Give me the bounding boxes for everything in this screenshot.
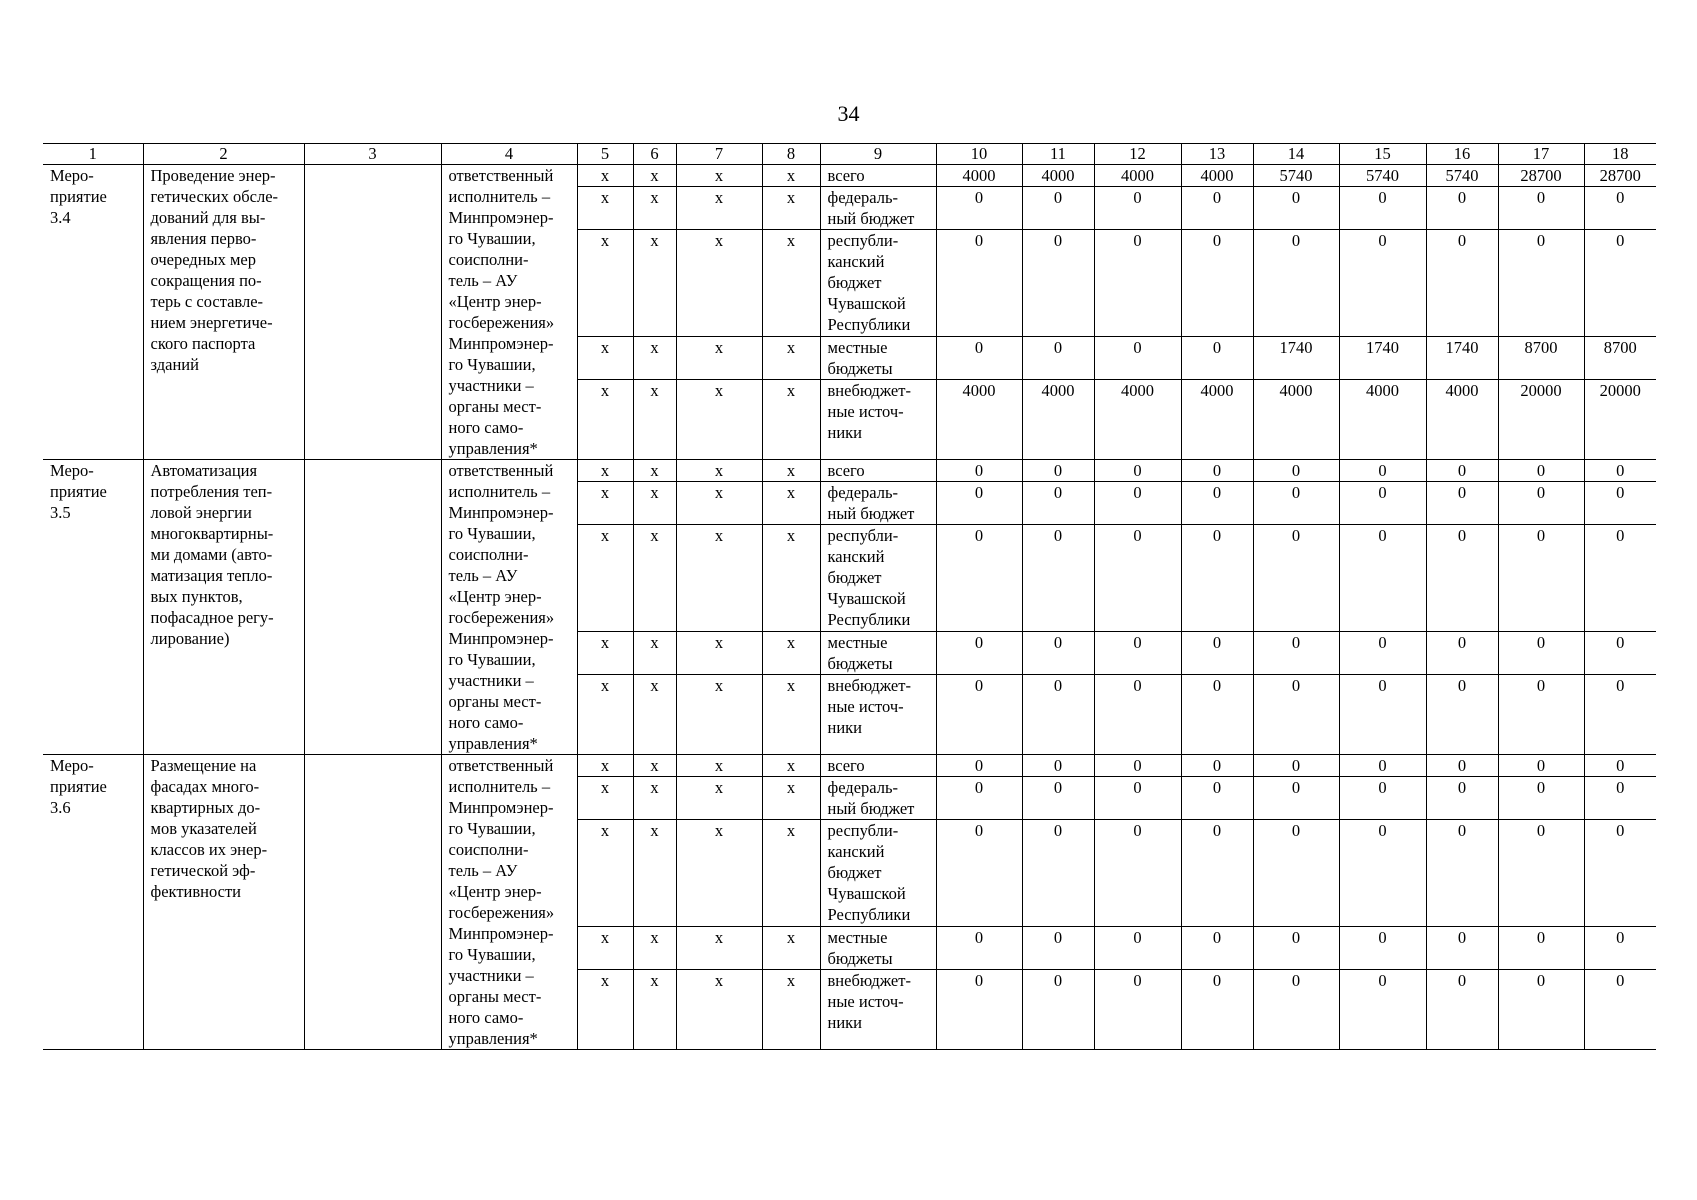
funding-value: 0 bbox=[1253, 525, 1339, 632]
funding-value: 0 bbox=[1181, 460, 1253, 482]
funding-value: 0 bbox=[1426, 460, 1498, 482]
mark-cell: х bbox=[762, 777, 820, 820]
funding-value: 4000 bbox=[1094, 165, 1181, 187]
funding-value: 0 bbox=[1498, 755, 1584, 777]
funding-value: 0 bbox=[1181, 970, 1253, 1050]
funding-value: 0 bbox=[1181, 482, 1253, 525]
mark-cell: х bbox=[577, 482, 633, 525]
mark-cell: х bbox=[762, 230, 820, 337]
header-cell-12: 12 bbox=[1094, 144, 1181, 165]
funding-value: 0 bbox=[1584, 632, 1656, 675]
funding-value: 0 bbox=[1094, 482, 1181, 525]
funding-value: 0 bbox=[1253, 777, 1339, 820]
page-number: 34 bbox=[837, 101, 860, 126]
funding-value: 0 bbox=[1584, 230, 1656, 337]
funding-source: республи- канский бюджет Чувашской Республики bbox=[820, 525, 936, 632]
measure-title: Автоматизация потребления теп- ловой энергии многоквартирны- ми домами (авто- матизация тепло- вых пунктов, пофасадное регу- лирование) bbox=[143, 460, 304, 755]
funding-value: 0 bbox=[1426, 230, 1498, 337]
funding-value: 0 bbox=[1426, 777, 1498, 820]
funding-value: 20000 bbox=[1498, 380, 1584, 460]
mark-cell: х bbox=[577, 380, 633, 460]
mark-cell: х bbox=[577, 525, 633, 632]
mark-cell: х bbox=[633, 777, 676, 820]
funding-value: 0 bbox=[1339, 460, 1426, 482]
funding-value: 8700 bbox=[1584, 337, 1656, 380]
table-row bbox=[43, 755, 1656, 777]
mark-cell: х bbox=[633, 525, 676, 632]
funding-value: 0 bbox=[1426, 632, 1498, 675]
funding-value: 0 bbox=[1094, 525, 1181, 632]
funding-value: 0 bbox=[1181, 187, 1253, 230]
mark-cell: х bbox=[762, 970, 820, 1050]
program-table bbox=[43, 143, 1656, 1050]
funding-value: 4000 bbox=[1181, 165, 1253, 187]
measure-executors: ответственный исполнитель – Минпромэнер- го Чувашии, соисполни- тель – АУ «Центр энер- госбережения» Минпромэнер- го Чувашии, участники – органы мест- ного само- управления* bbox=[441, 165, 577, 460]
funding-value: 0 bbox=[1022, 230, 1094, 337]
header-cell-7: 7 bbox=[676, 144, 762, 165]
measure-executors: ответственный исполнитель – Минпромэнер- го Чувашии, соисполни- тель – АУ «Центр энер- госбережения» Минпромэнер- го Чувашии, участники – органы мест- ного само- управления* bbox=[441, 755, 577, 1050]
mark-cell: х bbox=[762, 460, 820, 482]
mark-cell: х bbox=[577, 675, 633, 755]
funding-value: 1740 bbox=[1426, 337, 1498, 380]
measure-title: Проведение энер- гетических обсле- дований для вы- явления перво- очередных мер сокращения по- терь с составле- нием энергетиче- ского паспорта зданий bbox=[143, 165, 304, 460]
funding-value: 0 bbox=[1253, 927, 1339, 970]
funding-value: 0 bbox=[1426, 755, 1498, 777]
mark-cell: х bbox=[577, 337, 633, 380]
funding-value: 0 bbox=[1022, 820, 1094, 927]
funding-value: 0 bbox=[1022, 927, 1094, 970]
funding-value: 0 bbox=[936, 970, 1022, 1050]
funding-source: всего bbox=[820, 165, 936, 187]
funding-value: 1740 bbox=[1253, 337, 1339, 380]
funding-value: 0 bbox=[1498, 482, 1584, 525]
mark-cell: х bbox=[577, 777, 633, 820]
header-cell-4: 4 bbox=[441, 144, 577, 165]
mark-cell: х bbox=[762, 187, 820, 230]
funding-source: федераль- ный бюджет bbox=[820, 482, 936, 525]
mark-cell: х bbox=[762, 525, 820, 632]
funding-value: 0 bbox=[1339, 777, 1426, 820]
funding-value: 4000 bbox=[1339, 380, 1426, 460]
funding-value: 0 bbox=[1253, 460, 1339, 482]
funding-value: 0 bbox=[1339, 482, 1426, 525]
funding-value: 0 bbox=[1584, 970, 1656, 1050]
funding-source: местные бюджеты bbox=[820, 337, 936, 380]
funding-value: 0 bbox=[1253, 970, 1339, 1050]
funding-value: 0 bbox=[936, 187, 1022, 230]
funding-value: 0 bbox=[1426, 675, 1498, 755]
funding-value: 0 bbox=[1339, 755, 1426, 777]
funding-value: 0 bbox=[1094, 675, 1181, 755]
funding-value: 0 bbox=[1022, 525, 1094, 632]
table-body bbox=[43, 144, 1656, 1050]
header-cell-8: 8 bbox=[762, 144, 820, 165]
funding-value: 0 bbox=[936, 755, 1022, 777]
mark-cell: х bbox=[676, 755, 762, 777]
header-row bbox=[43, 144, 1656, 165]
mark-cell: х bbox=[762, 675, 820, 755]
funding-value: 0 bbox=[1022, 777, 1094, 820]
mark-cell: х bbox=[762, 337, 820, 380]
mark-cell: х bbox=[762, 380, 820, 460]
table-row bbox=[43, 165, 1656, 187]
mark-cell: х bbox=[676, 187, 762, 230]
funding-value: 0 bbox=[1498, 525, 1584, 632]
funding-value: 0 bbox=[1094, 337, 1181, 380]
measure-title: Размещение на фасадах много- квартирных до- мов указателей классов их энер- гетической эф- фективности bbox=[143, 755, 304, 1050]
funding-source: местные бюджеты bbox=[820, 927, 936, 970]
funding-value: 0 bbox=[1426, 187, 1498, 230]
mark-cell: х bbox=[633, 165, 676, 187]
funding-value: 0 bbox=[1584, 755, 1656, 777]
funding-value: 0 bbox=[1181, 525, 1253, 632]
funding-source: местные бюджеты bbox=[820, 632, 936, 675]
mark-cell: х bbox=[633, 632, 676, 675]
funding-source: федераль- ный бюджет bbox=[820, 187, 936, 230]
funding-value: 0 bbox=[1498, 777, 1584, 820]
mark-cell: х bbox=[577, 165, 633, 187]
header-cell-6: 6 bbox=[633, 144, 676, 165]
funding-value: 0 bbox=[1022, 482, 1094, 525]
funding-value: 0 bbox=[1584, 820, 1656, 927]
mark-cell: х bbox=[577, 820, 633, 927]
funding-value: 4000 bbox=[1022, 380, 1094, 460]
funding-source: республи- канский бюджет Чувашской Республики bbox=[820, 820, 936, 927]
mark-cell: х bbox=[676, 230, 762, 337]
mark-cell: х bbox=[633, 970, 676, 1050]
funding-value: 0 bbox=[1094, 187, 1181, 230]
mark-cell: х bbox=[676, 337, 762, 380]
header-cell-18: 18 bbox=[1584, 144, 1656, 165]
mark-cell: х bbox=[762, 482, 820, 525]
mark-cell: х bbox=[676, 777, 762, 820]
funding-value: 0 bbox=[1426, 820, 1498, 927]
mark-cell: х bbox=[762, 165, 820, 187]
funding-value: 0 bbox=[1584, 482, 1656, 525]
mark-cell: х bbox=[577, 632, 633, 675]
funding-value: 0 bbox=[936, 777, 1022, 820]
funding-value: 0 bbox=[1584, 460, 1656, 482]
mark-cell: х bbox=[633, 230, 676, 337]
funding-value: 0 bbox=[1498, 187, 1584, 230]
funding-value: 0 bbox=[1094, 632, 1181, 675]
mark-cell: х bbox=[676, 165, 762, 187]
funding-value: 4000 bbox=[936, 165, 1022, 187]
funding-value: 0 bbox=[1498, 632, 1584, 675]
funding-value: 0 bbox=[1094, 970, 1181, 1050]
funding-value: 0 bbox=[936, 460, 1022, 482]
funding-value: 8700 bbox=[1498, 337, 1584, 380]
funding-value: 20000 bbox=[1584, 380, 1656, 460]
mark-cell: х bbox=[762, 632, 820, 675]
header-cell-3: 3 bbox=[304, 144, 441, 165]
funding-value: 0 bbox=[936, 675, 1022, 755]
funding-source: внебюджет- ные источ- ники bbox=[820, 970, 936, 1050]
header-cell-11: 11 bbox=[1022, 144, 1094, 165]
mark-cell: х bbox=[633, 380, 676, 460]
funding-source: всего bbox=[820, 755, 936, 777]
header-cell-9: 9 bbox=[820, 144, 936, 165]
funding-value: 0 bbox=[1339, 525, 1426, 632]
funding-value: 0 bbox=[936, 632, 1022, 675]
measure-executors: ответственный исполнитель – Минпромэнер- го Чувашии, соисполни- тель – АУ «Центр энер- госбережения» Минпромэнер- го Чувашии, участники – органы мест- ного само- управления* bbox=[441, 460, 577, 755]
mark-cell: х bbox=[762, 927, 820, 970]
header-cell-10: 10 bbox=[936, 144, 1022, 165]
funding-value: 4000 bbox=[1253, 380, 1339, 460]
funding-value: 0 bbox=[1022, 337, 1094, 380]
funding-value: 0 bbox=[1426, 927, 1498, 970]
funding-value: 0 bbox=[1181, 632, 1253, 675]
funding-value: 0 bbox=[936, 927, 1022, 970]
header-cell-14: 14 bbox=[1253, 144, 1339, 165]
funding-value: 0 bbox=[1094, 460, 1181, 482]
header-cell-15: 15 bbox=[1339, 144, 1426, 165]
mark-cell: х bbox=[633, 337, 676, 380]
funding-value: 0 bbox=[1498, 970, 1584, 1050]
funding-value: 28700 bbox=[1584, 165, 1656, 187]
funding-value: 0 bbox=[936, 337, 1022, 380]
funding-source: республи- канский бюджет Чувашской Республики bbox=[820, 230, 936, 337]
funding-value: 0 bbox=[1339, 187, 1426, 230]
funding-value: 0 bbox=[1253, 230, 1339, 337]
funding-value: 0 bbox=[1094, 820, 1181, 927]
funding-source: внебюджет- ные источ- ники bbox=[820, 380, 936, 460]
mark-cell: х bbox=[633, 820, 676, 927]
funding-value: 0 bbox=[1181, 755, 1253, 777]
funding-value: 0 bbox=[1253, 755, 1339, 777]
funding-value: 0 bbox=[1094, 755, 1181, 777]
mark-cell: х bbox=[633, 927, 676, 970]
header-cell-5: 5 bbox=[577, 144, 633, 165]
mark-cell: х bbox=[577, 187, 633, 230]
funding-value: 0 bbox=[1181, 675, 1253, 755]
mark-cell: х bbox=[676, 632, 762, 675]
funding-value: 0 bbox=[1022, 460, 1094, 482]
mark-cell: х bbox=[577, 460, 633, 482]
funding-value: 0 bbox=[1094, 777, 1181, 820]
funding-value: 0 bbox=[1181, 230, 1253, 337]
funding-value: 0 bbox=[1094, 927, 1181, 970]
header-cell-1: 1 bbox=[43, 144, 143, 165]
funding-value: 0 bbox=[1022, 755, 1094, 777]
funding-value: 0 bbox=[1584, 777, 1656, 820]
funding-value: 0 bbox=[1181, 337, 1253, 380]
mark-cell: х bbox=[633, 460, 676, 482]
mark-cell: х bbox=[762, 820, 820, 927]
funding-value: 4000 bbox=[1426, 380, 1498, 460]
header-cell-17: 17 bbox=[1498, 144, 1584, 165]
funding-value: 0 bbox=[1339, 632, 1426, 675]
header-cell-2: 2 bbox=[143, 144, 304, 165]
funding-value: 0 bbox=[1339, 970, 1426, 1050]
funding-value: 0 bbox=[1498, 927, 1584, 970]
funding-value: 0 bbox=[1022, 187, 1094, 230]
funding-value: 0 bbox=[1426, 970, 1498, 1050]
mark-cell: х bbox=[577, 927, 633, 970]
funding-value: 0 bbox=[1022, 632, 1094, 675]
mark-cell: х bbox=[676, 482, 762, 525]
funding-value: 0 bbox=[1022, 675, 1094, 755]
funding-value: 0 bbox=[1339, 230, 1426, 337]
funding-value: 28700 bbox=[1498, 165, 1584, 187]
funding-value: 0 bbox=[936, 230, 1022, 337]
funding-value: 4000 bbox=[1022, 165, 1094, 187]
mark-cell: х bbox=[633, 755, 676, 777]
funding-value: 0 bbox=[1498, 460, 1584, 482]
funding-value: 0 bbox=[1498, 675, 1584, 755]
funding-value: 0 bbox=[1584, 927, 1656, 970]
funding-value: 0 bbox=[1181, 927, 1253, 970]
funding-value: 0 bbox=[1253, 820, 1339, 927]
funding-value: 5740 bbox=[1253, 165, 1339, 187]
funding-value: 5740 bbox=[1426, 165, 1498, 187]
funding-value: 0 bbox=[1498, 230, 1584, 337]
measure-col3 bbox=[304, 165, 441, 460]
measure-id: Меро- приятие 3.5 bbox=[43, 460, 143, 755]
mark-cell: х bbox=[676, 460, 762, 482]
mark-cell: х bbox=[762, 755, 820, 777]
mark-cell: х bbox=[577, 230, 633, 337]
funding-value: 0 bbox=[1426, 482, 1498, 525]
funding-value: 0 bbox=[936, 482, 1022, 525]
funding-value: 0 bbox=[1181, 820, 1253, 927]
funding-value: 1740 bbox=[1339, 337, 1426, 380]
funding-value: 0 bbox=[1339, 927, 1426, 970]
mark-cell: х bbox=[676, 820, 762, 927]
measure-id: Меро- приятие 3.4 bbox=[43, 165, 143, 460]
funding-value: 4000 bbox=[1094, 380, 1181, 460]
table-row bbox=[43, 460, 1656, 482]
funding-value: 0 bbox=[1584, 525, 1656, 632]
mark-cell: х bbox=[633, 675, 676, 755]
mark-cell: х bbox=[633, 482, 676, 525]
funding-value: 0 bbox=[1498, 820, 1584, 927]
mark-cell: х bbox=[676, 927, 762, 970]
funding-value: 0 bbox=[1094, 230, 1181, 337]
mark-cell: х bbox=[676, 380, 762, 460]
funding-source: внебюджет- ные источ- ники bbox=[820, 675, 936, 755]
mark-cell: х bbox=[676, 970, 762, 1050]
funding-value: 0 bbox=[1339, 675, 1426, 755]
funding-value: 0 bbox=[1253, 675, 1339, 755]
mark-cell: х bbox=[633, 187, 676, 230]
funding-value: 0 bbox=[1022, 970, 1094, 1050]
measure-id: Меро- приятие 3.6 bbox=[43, 755, 143, 1050]
header-cell-16: 16 bbox=[1426, 144, 1498, 165]
funding-value: 0 bbox=[1584, 675, 1656, 755]
mark-cell: х bbox=[676, 675, 762, 755]
funding-value: 0 bbox=[1253, 632, 1339, 675]
header-cell-13: 13 bbox=[1181, 144, 1253, 165]
funding-source: федераль- ный бюджет bbox=[820, 777, 936, 820]
funding-value: 5740 bbox=[1339, 165, 1426, 187]
funding-value: 4000 bbox=[936, 380, 1022, 460]
funding-value: 0 bbox=[1339, 820, 1426, 927]
funding-value: 0 bbox=[1584, 187, 1656, 230]
funding-value: 0 bbox=[936, 820, 1022, 927]
funding-value: 0 bbox=[1253, 482, 1339, 525]
funding-value: 0 bbox=[1253, 187, 1339, 230]
mark-cell: х bbox=[577, 970, 633, 1050]
funding-value: 4000 bbox=[1181, 380, 1253, 460]
funding-value: 0 bbox=[936, 525, 1022, 632]
funding-value: 0 bbox=[1181, 777, 1253, 820]
mark-cell: х bbox=[577, 755, 633, 777]
measure-col3 bbox=[304, 755, 441, 1050]
funding-value: 0 bbox=[1426, 525, 1498, 632]
measure-col3 bbox=[304, 460, 441, 755]
funding-source: всего bbox=[820, 460, 936, 482]
mark-cell: х bbox=[676, 525, 762, 632]
